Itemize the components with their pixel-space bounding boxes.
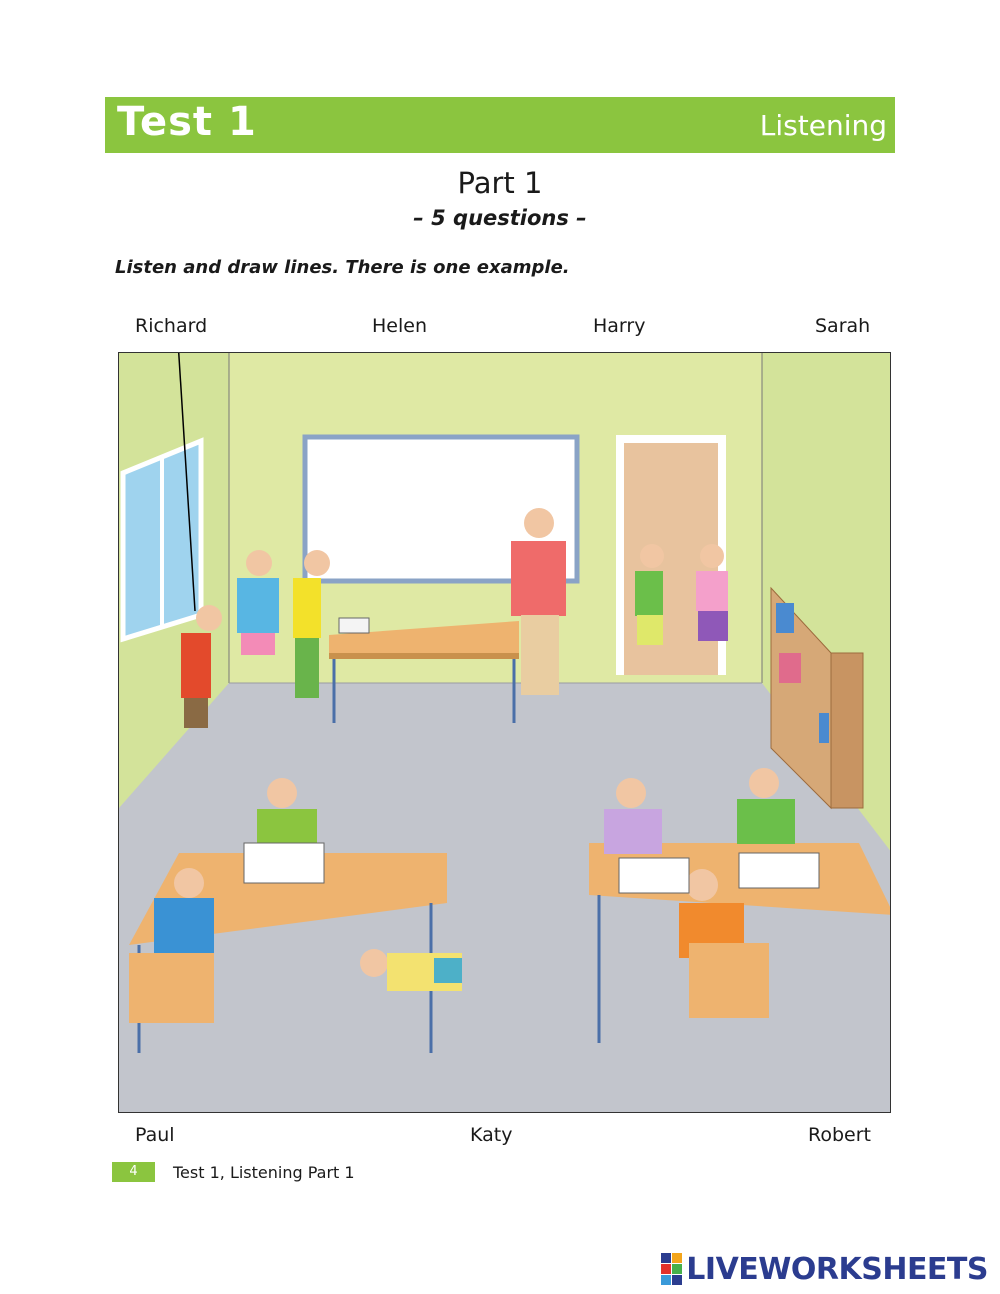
instruction-text: Listen and draw lines. There is one example.: [115, 257, 570, 278]
logo-blocks-icon: [661, 1253, 682, 1285]
name-label-katy[interactable]: Katy: [470, 1124, 513, 1146]
section-label: Listening: [759, 109, 887, 142]
name-label-sarah[interactable]: Sarah: [815, 315, 871, 337]
name-label-harry[interactable]: Harry: [593, 315, 646, 337]
footer-label: Test 1, Listening Part 1: [173, 1163, 355, 1182]
name-label-robert[interactable]: Robert: [808, 1124, 871, 1146]
test-header-bar: [105, 97, 895, 153]
classroom-illustration: [118, 352, 891, 1113]
test-title: Test 1: [117, 99, 257, 145]
name-label-richard[interactable]: Richard: [135, 315, 208, 337]
part-subtitle: – 5 questions –: [413, 206, 587, 230]
name-label-helen[interactable]: Helen: [372, 315, 427, 337]
page-number-badge: 4: [112, 1162, 155, 1182]
logo-wordmark: LIVEWORKSHEETS: [686, 1251, 988, 1287]
name-label-paul[interactable]: Paul: [135, 1124, 175, 1146]
part-title: Part 1: [457, 166, 543, 200]
liveworksheets-logo: [661, 1251, 988, 1287]
